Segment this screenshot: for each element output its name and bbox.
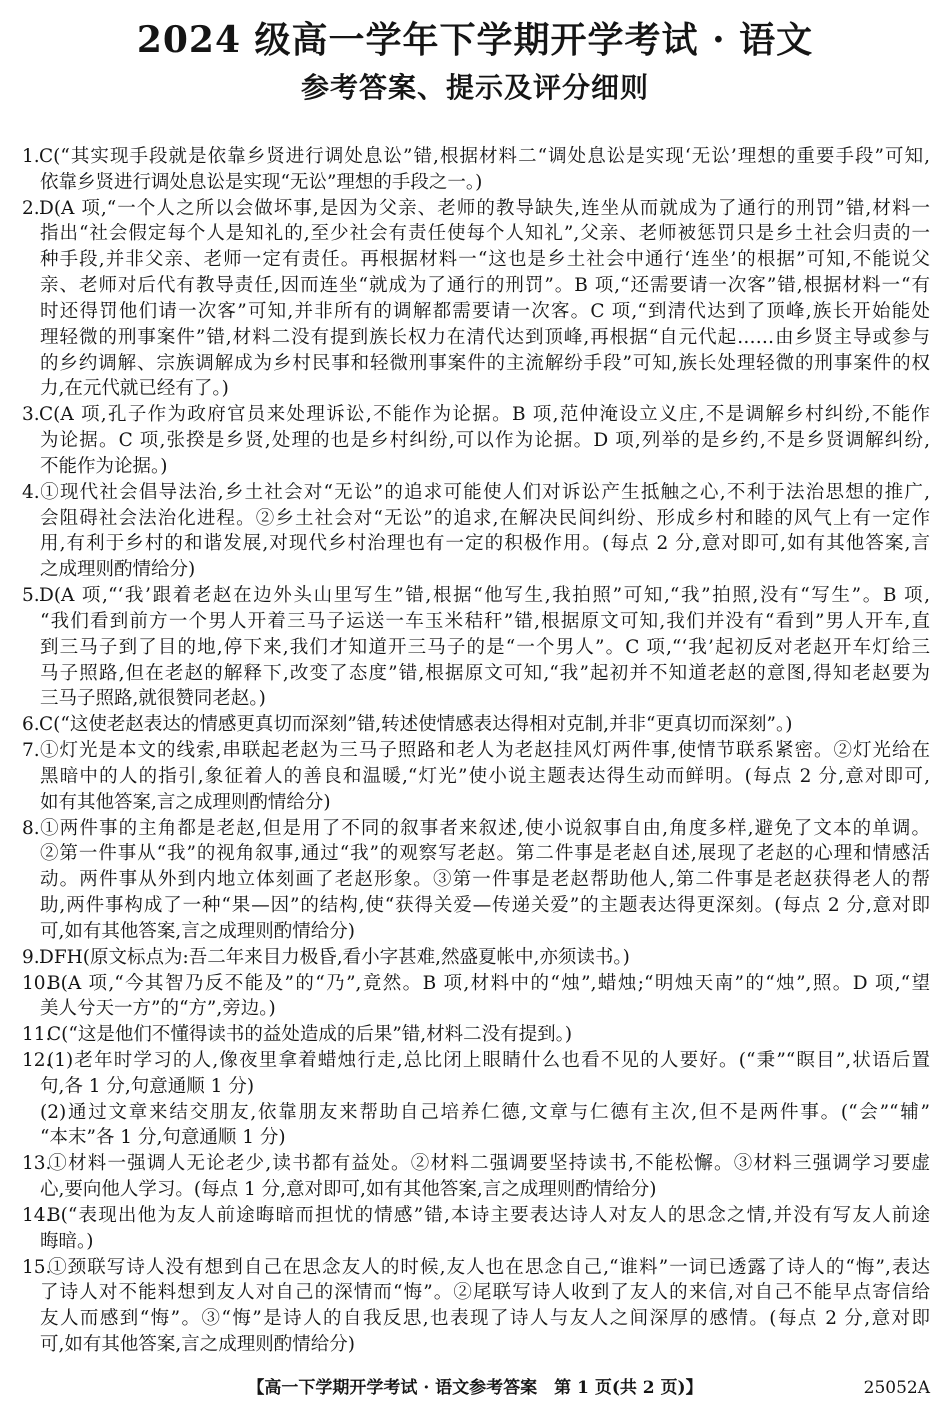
answer-text: B(“表现出他为友人前途晦暗而担忧的情感”错,本诗主要表达诗人对友人的思念之情,并没有写友人前途 [47, 1204, 930, 1226]
answer-number: 15. [22, 1256, 52, 1278]
answer-number: 10. [22, 972, 52, 994]
answer-8-line-2: ②第一件事从“我”的视角叙事,通过“我”的观察写老赵。第二件事是老赵自述,展现了老赵的心理和情感活 [40, 843, 930, 865]
answer-5-line-5: 三马子照路,就很赞同老赵。) [40, 688, 266, 710]
answer-4-line-1 [22, 480, 930, 506]
answer-2-line-7: 的乡约调解、宗族调解成为乡村民事和轻微刑事案件的主流解纷手段”可知,族长处理轻微的刑事案件的权 [40, 352, 930, 374]
document-title: 2024 级高一学年下学期开学考试 · 语文 [136, 19, 814, 61]
answer-1-line-2: 依靠乡贤进行调处息讼是实现“无讼”理想的手段之一。) [40, 171, 483, 193]
answer-2-line-3: 种手段,并非父亲、老师一定有责任。再根据材料一“这也是乡土社会中通行‘连坐’的根据”可知,不能说父 [40, 249, 930, 271]
answer-8-line-4: 助,两件事构成了一种“果—因”的结构,使“获得关爱—传递关爱”的主题表达得更深刻。(每点 2 分,意对即 [40, 895, 930, 917]
answer-3-line-3: 不能作为论据。) [40, 455, 168, 477]
answer-number: 14. [22, 1204, 52, 1226]
answer-item-1 [22, 144, 930, 196]
answer-5-line-3: 到三马子到了目的地,停下来,我们才知道开三马子的是“一个男人”。C 项,“‘我’起初反对老赵开车灯给三 [40, 636, 930, 658]
answer-number: 2. [22, 197, 40, 219]
answer-2-line-5: 时还得罚他们请一次客”可知,并非所有的调解都需要请一次客。C 项,“到清代达到了顶峰,族长开始能处 [40, 300, 930, 322]
answer-9-line-1 [22, 945, 930, 971]
answer-item-14 [22, 1203, 930, 1255]
answer-number: 3. [22, 404, 40, 426]
answer-8-line-3: 动。两件事从外到内地立体刻画了老赵形象。③第一件事是老赵帮助他人,第二件事是老赵获得老人的帮 [40, 869, 930, 891]
answer-item-15 [22, 1255, 930, 1358]
answer-11-line-1 [22, 1022, 930, 1048]
answer-3-line-2: 为论据。C 项,张揆是乡贤,处理的也是乡村纠纷,可以作为论据。D 项,列举的是乡约,不是乡贤调解纠纷, [40, 430, 930, 452]
answer-number: 6. [22, 714, 40, 736]
answer-7-line-3: 如有其他答案,言之成理则酌情给分) [40, 791, 331, 813]
answer-text: ①灯光是本文的线索,串联起老赵为三马子照路和老人为老赵挂风灯两件事,使情节联系紧密。②灯光给在 [39, 740, 930, 762]
answer-number: 11. [22, 1024, 52, 1046]
answer-number: 1. [22, 146, 40, 167]
answer-item-6 [22, 712, 930, 738]
document-code: 25052A [863, 1378, 930, 1398]
answer-2-line-2: 指出“社会假定每个人是知礼的,至少社会有责任使每个人知礼”,父亲、老师被惩罚只是乡土社会归责的一 [40, 223, 930, 245]
answer-item-9 [22, 945, 930, 971]
answer-item-10 [22, 971, 930, 1023]
answer-item-3 [22, 402, 930, 479]
answer-number: 4. [22, 481, 40, 503]
answer-number: 8. [22, 817, 40, 839]
answer-number: 7. [22, 740, 40, 762]
answer-8-line-5: 可,如有其他答案,言之成理则酌情给分) [40, 920, 355, 942]
answer-item-5 [22, 583, 930, 712]
answer-10-line-1 [22, 971, 930, 997]
answer-5-line-4: 马子照路,但在老赵的解释下,改变了态度”错,根据原文可知,“我”起初并不知道老赵的意图,得知老赵要为 [40, 662, 930, 684]
answer-item-4 [22, 480, 930, 583]
answer-12-line-4: “本末”各 1 分,句意通顺 1 分) [40, 1127, 286, 1149]
answer-number: 9. [22, 946, 40, 968]
answer-text: C(A 项,孔子作为政府官员来处理诉讼,不能作为论据。B 项,范仲淹设立义庄,不是调解乡村纠纷,不能作 [39, 404, 930, 426]
answer-number: 12. [22, 1049, 52, 1071]
answer-2-line-4: 亲、老师对后代有教导责任,因而连坐“就成为了通行的刑罚”。B 项,“还需要请一次客”错,根据材料一“有 [40, 275, 930, 297]
answer-item-7 [22, 738, 930, 815]
answer-text: B(A 项,“今其智乃反不能及”的“乃”,竟然。B 项,材料中的“烛”,蜡烛;“明烛天南”的“烛”,照。D 项,“望 [47, 972, 931, 994]
answer-text: (1)老年时学习的人,像夜里拿着蜡烛行走,总比闭上眼睛什么也看不见的人要好。(“秉”“瞑目”,状语后置 [47, 1049, 930, 1071]
answer-2-line-8: 力,在元代就已经有了。) [40, 378, 229, 400]
answer-14-line-2: 晦暗。) [40, 1230, 94, 1252]
answer-2-line-1 [22, 196, 930, 222]
answer-text: C(“这使老赵表达的情感更真切而深刻”错,转述使情感表达得相对克制,并非“更真切而深刻”。) [39, 714, 793, 736]
answer-7-line-2: 黑暗中的人的指引,象征着人的善良和温暖,“灯光”使小说主题表达得生动而鲜明。(每点 2 分,意对即可, [40, 765, 930, 787]
answer-4-line-4: 之成理则酌情给分) [40, 559, 196, 581]
answer-item-8 [22, 816, 930, 945]
answer-number: 13. [22, 1153, 52, 1175]
answer-text: D(A 项,“‘我’跟着老赵在边外头山里写生”错,根据“他写生,我拍照”可知,“我”拍照,没有“写生”。B 项, [39, 585, 930, 607]
document-subtitle: 参考答案、提示及评分细则 [300, 71, 649, 104]
answer-5-line-2: “我们看到前方一个男人开着三马子运送一车玉米秸秆”错,根据原文可知,我们并没有“看到”男人开车,直 [40, 610, 930, 632]
answer-14-line-1 [22, 1203, 930, 1229]
answer-text: ①材料一强调人无论老少,读书都有益处。②材料二强调要坚持读书,不能松懈。③材料三强调学习要虚 [47, 1153, 930, 1175]
page-footer-label: 【高一下学期开学考试 · 语文参考答案 第 1 页(共 2 页)】 [247, 1378, 703, 1398]
answer-text: C(“其实现手段就是依靠乡贤进行调处息讼”错,根据材料二“调处息讼是实现‘无讼’理想的重要手段”可知, [39, 146, 930, 167]
answer-7-line-1 [22, 738, 930, 764]
answer-4-line-2: 会阻碍社会法治化进程。②乡土社会对“无讼”的追求,在解决民间纠纷、形成乡村和睦的风气上有一定作 [40, 507, 930, 529]
answer-number: 5. [22, 585, 40, 607]
answer-2-line-6: 理轻微的刑事案件”错,材料二没有提到族长权力在清代达到顶峰,再根据“自元代起……由乡贤主导或参与 [40, 326, 930, 348]
answer-12-line-3: (2)通过文章来结交朋友,依靠朋友来帮助自己培养仁德,文章与仁德有主次,但不是两件事。(“会”“辅” [40, 1101, 930, 1123]
answer-text: D(A 项,“一个人之所以会做坏事,是因为父亲、老师的教导缺失,连坐从而就成为了通行的刑罚”错,材料一 [39, 197, 930, 219]
answer-list [22, 144, 930, 1358]
answer-1-line-1 [22, 144, 930, 170]
answer-text: ①两件事的主角都是老赵,但是用了不同的叙事者来叙述,使小说叙事自由,角度多样,避免了文本的单调。 [39, 817, 930, 839]
answer-12-line-2: 句,各 1 分,句意通顺 1 分) [40, 1075, 255, 1097]
answer-12-line-1 [22, 1048, 930, 1074]
answer-13-line-2: 心,要向他人学习。(每点 1 分,意对即可,如有其他答案,言之成理则酌情给分) [40, 1179, 657, 1201]
answer-item-2 [22, 196, 930, 403]
answer-8-line-1 [22, 816, 930, 842]
answer-4-line-3: 用,有利于乡村的和谐发展,对现代乡村治理也有一定的积极作用。(每点 2 分,意对即可,如有其他答案,言 [40, 533, 930, 555]
answer-item-11 [22, 1022, 930, 1048]
answer-text: C(“这是他们不懂得读书的益处造成的后果”错,材料二没有提到。) [47, 1024, 573, 1046]
answer-15-line-4: 可,如有其他答案,言之成理则酌情给分) [40, 1334, 355, 1356]
answer-text: DFH(原文标点为:吾二年来目力极昏,看小字甚难,然盛夏帐中,亦须读书。) [39, 946, 630, 968]
answer-15-line-1 [22, 1255, 930, 1281]
answer-6-line-1 [22, 712, 930, 738]
answer-10-line-2: 美人兮天一方”的“方”,旁边。) [40, 998, 276, 1020]
answer-15-line-3: 友人而感到“悔”。③“悔”是诗人的自我反思,也表现了诗人与友人之间深厚的感情。(每点 2 分,意对即 [40, 1308, 930, 1330]
answer-15-line-2: 了诗人对不能料想到友人对自己的深情而“悔”。②尾联写诗人收到了友人的来信,对自己不能早点寄信给 [40, 1282, 930, 1304]
answer-text: ①现代社会倡导法治,乡土社会对“无讼”的追求可能使人们对诉讼产生抵触之心,不利于法治思想的推广, [39, 481, 930, 503]
answer-text: ①颈联写诗人没有想到自己在思念友人的时候,友人也在思念自己,“谁料”一词已透露了诗人的“悔”,表达 [47, 1256, 930, 1278]
answer-13-line-1 [22, 1151, 930, 1177]
answer-3-line-1 [22, 402, 930, 428]
answer-5-line-1 [22, 583, 930, 609]
answer-item-13 [22, 1151, 930, 1203]
answer-item-12 [22, 1048, 930, 1151]
